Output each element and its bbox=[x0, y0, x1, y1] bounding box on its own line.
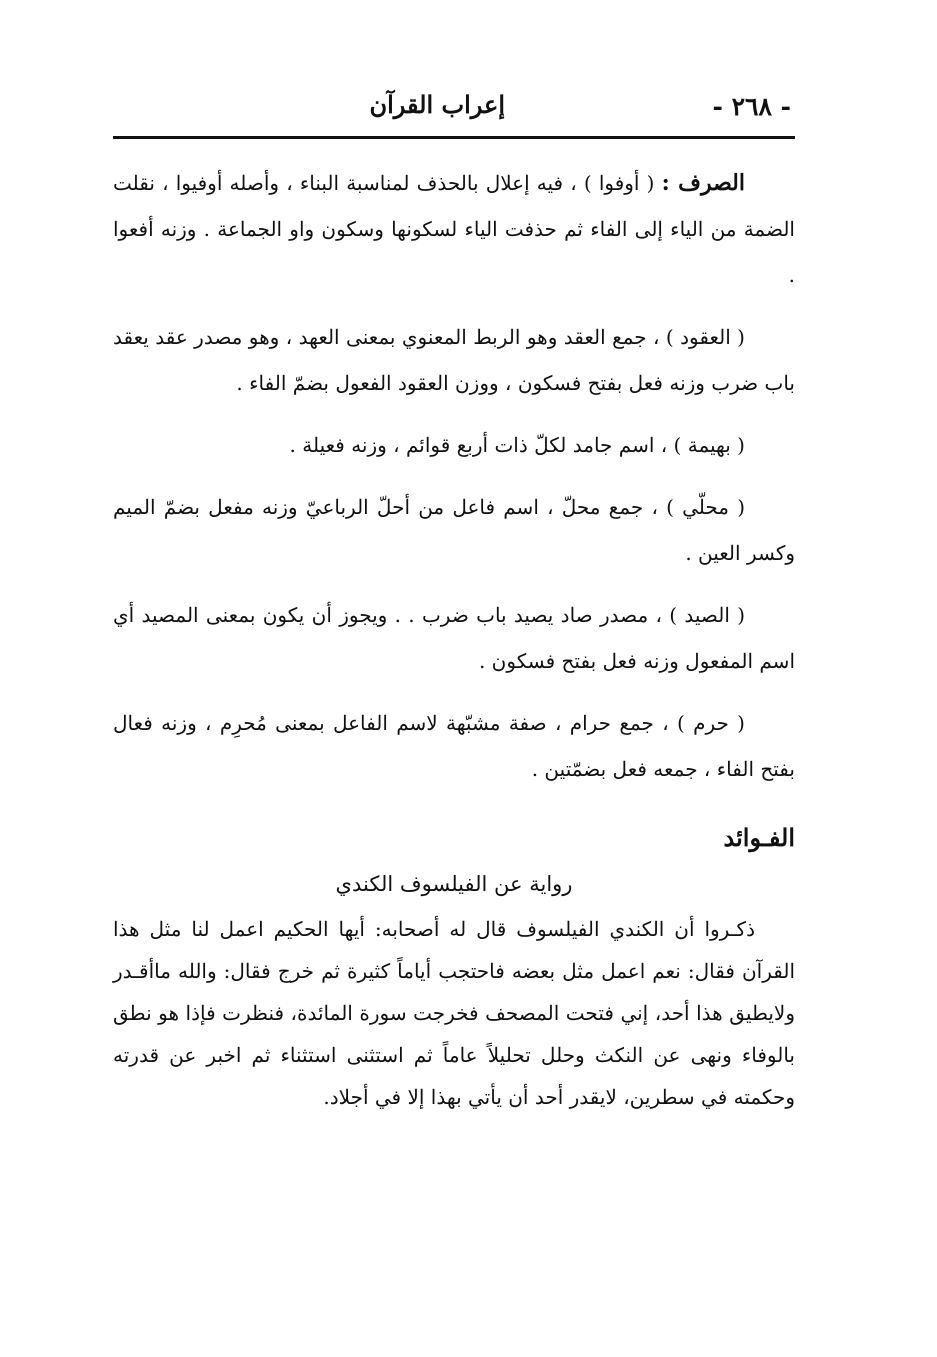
page-body bbox=[113, 160, 795, 1134]
paragraph-sarf-text: ( أوفوا ) ، فيه إعلال بالحذف لمناسبة البناء ، وأصله أوفيوا ، نقلت الضمة من الياء إلى الفاء ثم حذفت الياء لسكونها وسكون واو الجماعة . وزنه أفعوا . bbox=[113, 171, 795, 287]
paragraph-sarf bbox=[113, 160, 795, 298]
header-divider bbox=[113, 136, 795, 139]
section-heading-benefits: الفـوائد bbox=[723, 823, 795, 852]
book-title: إعراب القرآن bbox=[369, 90, 505, 119]
anecdote-title: رواية عن الفيلسوف الكندي bbox=[335, 872, 573, 896]
section-label-sarf: الصرف : bbox=[661, 170, 746, 196]
anecdote-text: ذكـروا أن الكندي الفيلسوف قال له أصحابه: أيها الحكيم اعمل لنا مثل هذا القرآن فقال: نعم اعمل مثل بعضه فاحتجب أياماً كثيرة ثم خرج فقال: والله ماأقـدر ولايطيق هذا أحد، إني فتحت المصحف فخرجت سورة المائدة، فنظرت فإذا هو نطق بالوفاء ونهى عن النكث وحلل تحليلاً عاماً ثم استثنى استثناء ثم اخبر عن قدرته وحكمته في سطرين، لايقدر أحد أن يأتي بهذا إلا في أجلاد. bbox=[113, 917, 795, 1109]
paragraph-uqud: ( العقود ) ، جمع العقد وهو الربط المعنوي بمعنى العهد ، وهو مصدر عقد يعقد باب ضرب وزنه فعل بفتح فسكون ، ووزن العقود الفعول بضمّ الفاء . bbox=[113, 325, 795, 395]
paragraph-muhilli: ( محلّي ) ، جمع محلّ ، اسم فاعل من أحلّ الرباعيّ وزنه مفعل بضمّ الميم وكسر العين . bbox=[113, 495, 795, 565]
page-number: - ٢٦٨ - bbox=[712, 92, 791, 121]
paragraph-bahima: ( بهيمة ) ، اسم جامد لكلّ ذات أربع قوائم ، وزنه فعيلة . bbox=[289, 433, 745, 457]
page-header bbox=[113, 88, 795, 130]
paragraph-sayd: ( الصيد ) ، مصدر صاد يصيد باب ضرب . . ويجوز أن يكون بمعنى المصيد أي اسم المفعول وزنه فعل بفتح فسكون . bbox=[113, 603, 795, 673]
paragraph-hurum: ( حرم ) ، جمع حرام ، صفة مشبّهة لاسم الفاعل بمعنى مُحرِم ، وزنه فعال بفتح الفاء ، جمعه فعل بضمّتين . bbox=[113, 711, 795, 781]
